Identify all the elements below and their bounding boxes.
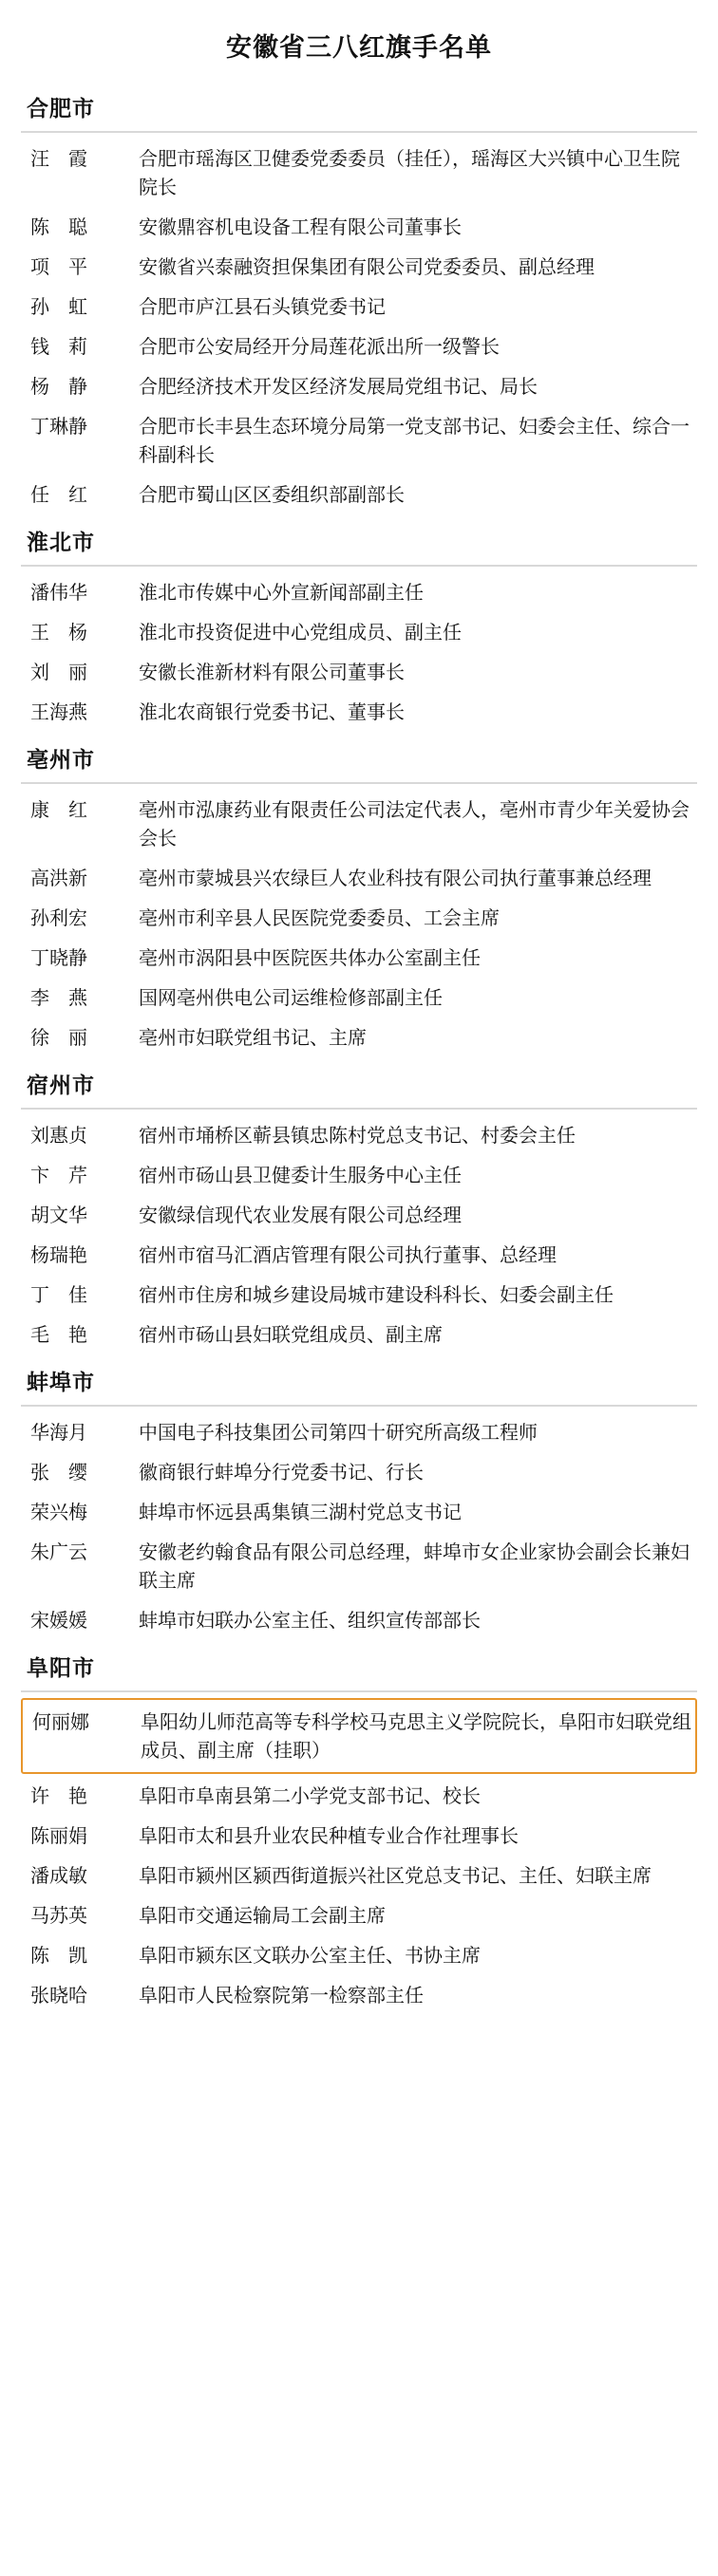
person-title: 亳州市妇联党组书记、主席 — [139, 1026, 367, 1049]
person-name: 陈 聪 — [30, 215, 87, 238]
entry-list — [21, 572, 697, 732]
person-title: 蚌埠市妇联办公室主任、组织宣传部部长 — [139, 1609, 481, 1632]
entry-list — [21, 1412, 697, 1640]
person-name: 李 燕 — [30, 986, 87, 1009]
city-heading: 亳州市 — [27, 748, 95, 773]
person-name: 陈丽娟 — [30, 1824, 87, 1847]
table-row — [21, 790, 697, 858]
table-row — [21, 572, 697, 612]
person-title: 阜阳市颍东区文联办公室主任、书协主席 — [139, 1944, 481, 1967]
table-row — [21, 287, 697, 327]
person-title: 蚌埠市怀远县禹集镇三湖村党总支书记 — [139, 1501, 462, 1523]
person-title: 亳州市涡阳县中医院医共体办公室副主任 — [139, 946, 481, 969]
person-title: 合肥市瑶海区卫健委党委委员（挂任），瑶海区大兴镇中心卫生院院长 — [139, 147, 680, 198]
table-row — [21, 1776, 697, 1816]
person-title: 国网亳州供电公司运维检修部副主任 — [139, 986, 443, 1009]
table-row — [21, 475, 697, 514]
bottom-spacer — [21, 2019, 697, 2026]
person-name: 王海燕 — [30, 700, 87, 723]
person-title: 宿州市宿马汇酒店管理有限公司执行董事、总经理 — [139, 1243, 557, 1266]
person-title: 合肥市公安局经开分局莲花派出所一级警长 — [139, 335, 500, 358]
table-row — [21, 1935, 697, 1975]
person-name: 刘 丽 — [30, 661, 87, 683]
table-row — [21, 1315, 697, 1354]
person-title: 合肥经济技术开发区经济发展局党组书记、局长 — [139, 375, 538, 398]
table-row — [21, 1115, 697, 1155]
table-row — [21, 327, 697, 366]
entry-list — [21, 790, 697, 1057]
page-title: 安徽省三八红旗手名单 — [226, 33, 492, 63]
table-row-highlighted — [21, 1698, 697, 1774]
table-row — [21, 652, 697, 692]
person-name: 卞 芹 — [30, 1164, 87, 1186]
person-name: 杨瑞艳 — [30, 1243, 87, 1266]
person-title: 合肥市蜀山区区委组织部副部长 — [139, 483, 405, 506]
entry-list — [21, 1115, 697, 1354]
city-heading: 阜阳市 — [27, 1656, 95, 1681]
person-title: 安徽鼎容机电设备工程有限公司董事长 — [139, 215, 462, 238]
person-name: 华海月 — [30, 1421, 87, 1444]
person-title: 阜阳市太和县升业农民种植专业合作社理事长 — [139, 1824, 519, 1847]
entry-list — [21, 139, 697, 514]
person-name: 刘惠贞 — [30, 1124, 87, 1147]
table-row — [21, 406, 697, 475]
city-section — [21, 736, 697, 1057]
table-row — [21, 366, 697, 406]
person-name: 钱 莉 — [30, 335, 87, 358]
person-title: 合肥市庐江县石头镇党委书记 — [139, 295, 386, 318]
city-section — [21, 518, 697, 732]
person-title: 阜阳市交通运输局工会副主席 — [139, 1904, 386, 1927]
person-name: 杨 静 — [30, 375, 87, 398]
city-section — [21, 84, 697, 514]
person-name: 徐 丽 — [30, 1026, 87, 1049]
section-divider — [21, 782, 697, 784]
city-section — [21, 1644, 697, 2015]
table-row — [21, 692, 697, 732]
table-row — [21, 1412, 697, 1452]
sections-container — [21, 84, 697, 2015]
section-divider — [21, 1108, 697, 1110]
person-name: 丁晓静 — [30, 946, 87, 969]
person-name: 朱广云 — [30, 1540, 87, 1563]
table-row — [21, 1452, 697, 1492]
section-divider — [21, 565, 697, 567]
person-name: 毛 艳 — [30, 1323, 87, 1346]
table-row — [21, 1492, 697, 1532]
table-row — [21, 1017, 697, 1057]
person-title: 淮北市投资促进中心党组成员、副主任 — [139, 621, 462, 644]
table-row — [21, 1975, 697, 2015]
table-row — [21, 1856, 697, 1895]
person-name: 潘伟华 — [30, 581, 87, 604]
person-title: 合肥市长丰县生态环境分局第一党支部书记、妇委会主任、综合一科副科长 — [139, 415, 690, 466]
person-title: 宿州市砀山县卫健委计生服务中心主任 — [139, 1164, 462, 1186]
person-name: 许 艳 — [30, 1784, 87, 1807]
table-row — [21, 1532, 697, 1600]
city-heading: 宿州市 — [27, 1073, 95, 1098]
person-name: 陈 凯 — [30, 1944, 87, 1967]
table-row — [21, 938, 697, 978]
person-name: 任 红 — [30, 483, 87, 506]
table-row — [21, 898, 697, 938]
person-name: 张晓哈 — [30, 1984, 87, 2007]
table-row — [21, 1235, 697, 1275]
table-row — [21, 612, 697, 652]
person-name: 丁 佳 — [30, 1283, 87, 1306]
person-title: 安徽省兴泰融资担保集团有限公司党委委员、副总经理 — [139, 255, 595, 278]
person-name: 高洪新 — [30, 867, 87, 889]
table-row — [21, 247, 697, 287]
person-title: 阜阳市阜南县第二小学党支部书记、校长 — [139, 1784, 481, 1807]
person-title: 宿州市砀山县妇联党组成员、副主席 — [139, 1323, 443, 1346]
person-title: 安徽长淮新材料有限公司董事长 — [139, 661, 405, 683]
person-name: 项 平 — [30, 255, 87, 278]
person-title: 中国电子科技集团公司第四十研究所高级工程师 — [139, 1421, 538, 1444]
person-name: 宋媛媛 — [30, 1609, 87, 1632]
city-section — [21, 1358, 697, 1640]
city-heading: 合肥市 — [27, 97, 95, 121]
person-title: 淮北市传媒中心外宣新闻部副主任 — [139, 581, 424, 604]
person-name: 丁琳静 — [30, 415, 87, 438]
person-title: 阜阳市人民检察院第一检察部主任 — [139, 1984, 424, 2007]
person-name: 康 红 — [30, 798, 87, 821]
city-section — [21, 1061, 697, 1354]
person-title: 亳州市泓康药业有限责任公司法定代表人，亳州市青少年关爱协会会长 — [139, 798, 690, 849]
section-divider — [21, 131, 697, 133]
table-row — [21, 1195, 697, 1235]
person-name: 张 缨 — [30, 1461, 87, 1484]
city-heading: 蚌埠市 — [27, 1371, 95, 1395]
table-row — [21, 1275, 697, 1315]
table-row — [21, 1816, 697, 1856]
person-name: 孙利宏 — [30, 906, 87, 929]
person-name: 孙 虹 — [30, 295, 87, 318]
person-title: 徽商银行蚌埠分行党委书记、行长 — [139, 1461, 424, 1484]
person-name: 荣兴梅 — [30, 1501, 87, 1523]
person-title: 安徽老约翰食品有限公司总经理，蚌埠市女企业家协会副会长兼妇联主席 — [139, 1540, 690, 1592]
person-title: 阜阳市颍州区颍西街道振兴社区党总支书记、主任、妇联主席 — [139, 1864, 652, 1887]
table-row — [21, 207, 697, 247]
table-row — [21, 1895, 697, 1935]
person-name: 胡文华 — [30, 1204, 87, 1226]
person-title: 安徽绿信现代农业发展有限公司总经理 — [139, 1204, 462, 1226]
table-row — [21, 139, 697, 207]
person-title: 亳州市利辛县人民医院党委委员、工会主席 — [139, 906, 500, 929]
section-divider — [21, 1690, 697, 1692]
person-name: 潘成敏 — [30, 1864, 87, 1887]
person-title: 宿州市埇桥区蕲县镇忠陈村党总支书记、村委会主任 — [139, 1124, 576, 1147]
person-name: 王 杨 — [30, 621, 87, 644]
table-row — [21, 858, 697, 898]
person-title: 亳州市蒙城县兴农绿巨人农业科技有限公司执行董事兼总经理 — [139, 867, 652, 889]
person-title: 阜阳幼儿师范高等专科学校马克思主义学院院长，阜阳市妇联党组成员、副主席（挂职） — [141, 1710, 691, 1762]
table-row — [21, 978, 697, 1017]
person-name: 马苏英 — [30, 1904, 87, 1927]
person-name: 何丽娜 — [32, 1710, 89, 1733]
entry-list — [21, 1698, 697, 2015]
table-row — [21, 1155, 697, 1195]
person-name: 汪 霞 — [30, 147, 87, 170]
person-title: 淮北农商银行党委书记、董事长 — [139, 700, 405, 723]
city-heading: 淮北市 — [27, 531, 95, 555]
person-title: 宿州市住房和城乡建设局城市建设科科长、妇委会副主任 — [139, 1283, 614, 1306]
section-divider — [21, 1405, 697, 1407]
table-row — [21, 1600, 697, 1640]
